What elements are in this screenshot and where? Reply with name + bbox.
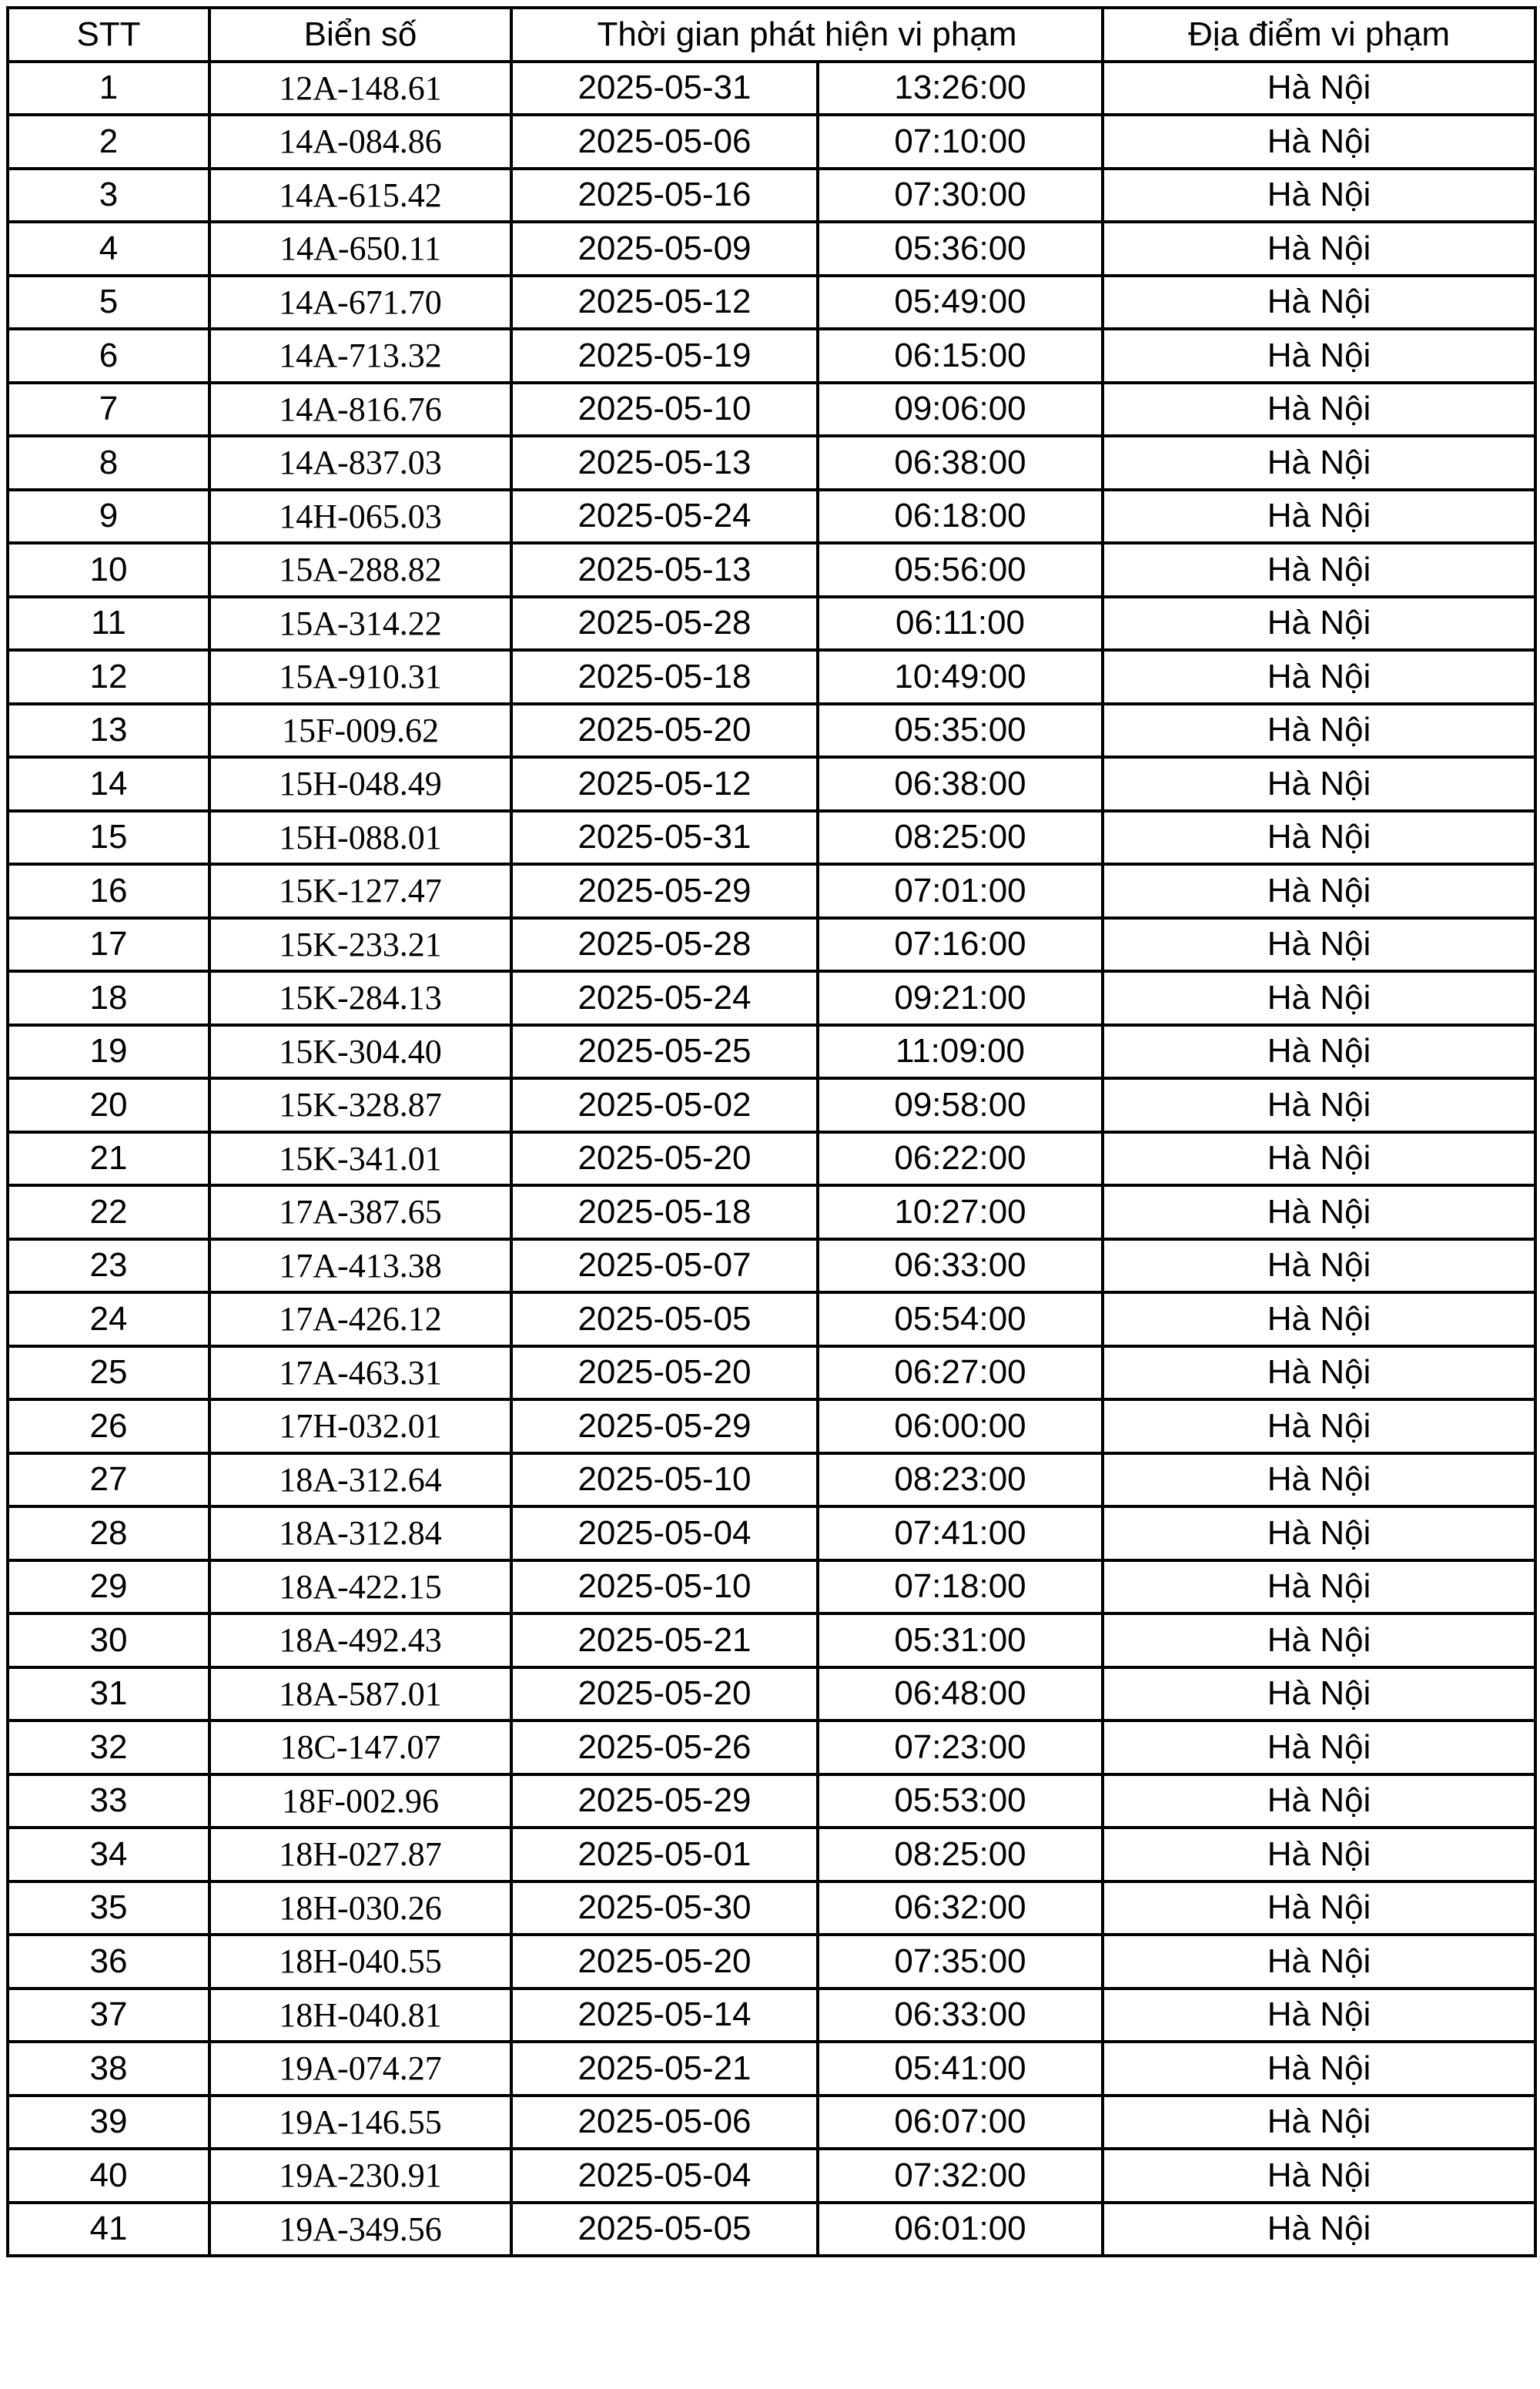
table-row [8, 704, 1535, 758]
cell-location: Hà Nội [1103, 1506, 1535, 1560]
cell-location: Hà Nội [1103, 383, 1535, 437]
cell-stt: 25 [8, 1346, 209, 1400]
cell-stt: 36 [8, 1935, 209, 1989]
cell-location: Hà Nội [1103, 115, 1535, 169]
cell-time: 05:35:00 [818, 704, 1103, 758]
cell-plate: 14A-671.70 [209, 276, 511, 330]
cell-location: Hà Nội [1103, 1399, 1535, 1453]
cell-date: 2025-05-10 [511, 1560, 818, 1614]
cell-time: 05:56:00 [818, 543, 1103, 597]
cell-plate: 15A-314.22 [209, 597, 511, 651]
cell-location: Hà Nội [1103, 704, 1535, 758]
table-row [8, 1613, 1535, 1667]
cell-date: 2025-05-04 [511, 2149, 818, 2203]
cell-plate: 18A-312.84 [209, 1506, 511, 1560]
cell-date: 2025-05-20 [511, 1132, 818, 1186]
table-row [8, 650, 1535, 704]
cell-stt: 7 [8, 383, 209, 437]
cell-time: 07:30:00 [818, 169, 1103, 223]
cell-location: Hà Nội [1103, 597, 1535, 651]
table-row [8, 811, 1535, 865]
cell-date: 2025-05-24 [511, 490, 818, 544]
cell-location: Hà Nội [1103, 1828, 1535, 1881]
cell-date: 2025-05-10 [511, 383, 818, 437]
cell-location: Hà Nội [1103, 2042, 1535, 2096]
cell-plate: 15K-127.47 [209, 864, 511, 918]
cell-date: 2025-05-19 [511, 329, 818, 383]
cell-stt: 21 [8, 1132, 209, 1186]
cell-location: Hà Nội [1103, 1025, 1535, 1079]
table-row [8, 2096, 1535, 2149]
cell-date: 2025-05-12 [511, 276, 818, 330]
table-row [8, 1132, 1535, 1186]
cell-location: Hà Nội [1103, 2149, 1535, 2203]
cell-time: 06:01:00 [818, 2203, 1103, 2257]
cell-stt: 39 [8, 2096, 209, 2149]
cell-time: 07:32:00 [818, 2149, 1103, 2203]
table-row [8, 2203, 1535, 2257]
cell-date: 2025-05-09 [511, 222, 818, 276]
cell-time: 11:09:00 [818, 1025, 1103, 1079]
cell-plate: 18A-587.01 [209, 1667, 511, 1721]
cell-stt: 30 [8, 1613, 209, 1667]
cell-plate: 15A-288.82 [209, 543, 511, 597]
cell-time: 13:26:00 [818, 62, 1103, 116]
cell-stt: 38 [8, 2042, 209, 2096]
cell-time: 08:25:00 [818, 811, 1103, 865]
cell-plate: 18H-040.55 [209, 1935, 511, 1989]
cell-stt: 41 [8, 2203, 209, 2257]
table-row [8, 1506, 1535, 1560]
cell-date: 2025-05-18 [511, 1185, 818, 1239]
cell-time: 06:33:00 [818, 1239, 1103, 1293]
cell-stt: 37 [8, 1989, 209, 2042]
cell-plate: 18A-492.43 [209, 1613, 511, 1667]
cell-plate: 19A-146.55 [209, 2096, 511, 2149]
cell-location: Hà Nội [1103, 222, 1535, 276]
cell-time: 05:41:00 [818, 2042, 1103, 2096]
cell-stt: 8 [8, 436, 209, 490]
cell-time: 05:54:00 [818, 1292, 1103, 1346]
cell-date: 2025-05-28 [511, 918, 818, 972]
cell-time: 06:32:00 [818, 1881, 1103, 1935]
cell-date: 2025-05-31 [511, 811, 818, 865]
cell-time: 07:18:00 [818, 1560, 1103, 1614]
cell-time: 06:33:00 [818, 1989, 1103, 2042]
cell-stt: 5 [8, 276, 209, 330]
cell-stt: 29 [8, 1560, 209, 1614]
cell-location: Hà Nội [1103, 1721, 1535, 1774]
cell-time: 06:11:00 [818, 597, 1103, 651]
cell-stt: 11 [8, 597, 209, 651]
cell-date: 2025-05-20 [511, 704, 818, 758]
cell-stt: 35 [8, 1881, 209, 1935]
cell-time: 07:41:00 [818, 1506, 1103, 1560]
cell-stt: 16 [8, 864, 209, 918]
cell-stt: 19 [8, 1025, 209, 1079]
cell-plate: 17A-426.12 [209, 1292, 511, 1346]
cell-stt: 24 [8, 1292, 209, 1346]
cell-date: 2025-05-25 [511, 1025, 818, 1079]
cell-date: 2025-05-06 [511, 2096, 818, 2149]
cell-date: 2025-05-30 [511, 1881, 818, 1935]
cell-date: 2025-05-31 [511, 62, 818, 116]
cell-stt: 20 [8, 1078, 209, 1132]
cell-location: Hà Nội [1103, 169, 1535, 223]
cell-stt: 28 [8, 1506, 209, 1560]
cell-date: 2025-05-13 [511, 436, 818, 490]
cell-date: 2025-05-06 [511, 115, 818, 169]
cell-plate: 14A-837.03 [209, 436, 511, 490]
table-row [8, 329, 1535, 383]
cell-location: Hà Nội [1103, 490, 1535, 544]
cell-location: Hà Nội [1103, 1132, 1535, 1186]
cell-plate: 18H-040.81 [209, 1989, 511, 2042]
table-row [8, 757, 1535, 811]
cell-stt: 33 [8, 1774, 209, 1828]
cell-date: 2025-05-20 [511, 1667, 818, 1721]
cell-time: 07:10:00 [818, 115, 1103, 169]
cell-date: 2025-05-14 [511, 1989, 818, 2042]
cell-plate: 12A-148.61 [209, 62, 511, 116]
cell-time: 06:18:00 [818, 490, 1103, 544]
cell-date: 2025-05-21 [511, 2042, 818, 2096]
header-stt: STT [8, 8, 209, 62]
table-row [8, 597, 1535, 651]
table-row [8, 1185, 1535, 1239]
table-row [8, 864, 1535, 918]
cell-plate: 14A-650.11 [209, 222, 511, 276]
table-row [8, 1399, 1535, 1453]
cell-location: Hà Nội [1103, 757, 1535, 811]
table-row [8, 222, 1535, 276]
cell-location: Hà Nội [1103, 864, 1535, 918]
table-row [8, 115, 1535, 169]
table-row [8, 1346, 1535, 1400]
violations-table [6, 6, 1537, 2257]
cell-date: 2025-05-29 [511, 1774, 818, 1828]
cell-time: 09:21:00 [818, 971, 1103, 1025]
cell-plate: 17A-387.65 [209, 1185, 511, 1239]
cell-date: 2025-05-02 [511, 1078, 818, 1132]
cell-stt: 4 [8, 222, 209, 276]
cell-time: 09:58:00 [818, 1078, 1103, 1132]
cell-date: 2025-05-18 [511, 650, 818, 704]
cell-date: 2025-05-05 [511, 1292, 818, 1346]
header-detection-time: Thời gian phát hiện vi phạm [511, 8, 1103, 62]
table-row [8, 1025, 1535, 1079]
cell-date: 2025-05-07 [511, 1239, 818, 1293]
cell-date: 2025-05-24 [511, 971, 818, 1025]
cell-stt: 18 [8, 971, 209, 1025]
cell-stt: 12 [8, 650, 209, 704]
cell-stt: 13 [8, 704, 209, 758]
cell-plate: 15H-048.49 [209, 757, 511, 811]
cell-plate: 15H-088.01 [209, 811, 511, 865]
cell-location: Hà Nội [1103, 276, 1535, 330]
table-row [8, 1667, 1535, 1721]
table-row [8, 62, 1535, 116]
cell-date: 2025-05-01 [511, 1828, 818, 1881]
cell-plate: 15F-009.62 [209, 704, 511, 758]
cell-plate: 15A-910.31 [209, 650, 511, 704]
cell-location: Hà Nội [1103, 1667, 1535, 1721]
cell-time: 06:15:00 [818, 329, 1103, 383]
table-row [8, 1453, 1535, 1507]
table-row [8, 1239, 1535, 1293]
cell-date: 2025-05-16 [511, 169, 818, 223]
cell-stt: 40 [8, 2149, 209, 2203]
table-row [8, 1721, 1535, 1774]
table-row [8, 1989, 1535, 2042]
cell-plate: 19A-230.91 [209, 2149, 511, 2203]
cell-plate: 18H-027.87 [209, 1828, 511, 1881]
cell-plate: 15K-341.01 [209, 1132, 511, 1186]
cell-location: Hà Nội [1103, 2096, 1535, 2149]
cell-location: Hà Nội [1103, 1881, 1535, 1935]
table-row [8, 383, 1535, 437]
table-row [8, 1828, 1535, 1881]
cell-stt: 6 [8, 329, 209, 383]
table-row [8, 1881, 1535, 1935]
cell-time: 09:06:00 [818, 383, 1103, 437]
table-row [8, 1292, 1535, 1346]
cell-plate: 14A-816.76 [209, 383, 511, 437]
cell-date: 2025-05-05 [511, 2203, 818, 2257]
cell-plate: 18A-312.64 [209, 1453, 511, 1507]
cell-date: 2025-05-21 [511, 1613, 818, 1667]
cell-location: Hà Nội [1103, 1935, 1535, 1989]
cell-location: Hà Nội [1103, 1185, 1535, 1239]
cell-stt: 14 [8, 757, 209, 811]
cell-stt: 10 [8, 543, 209, 597]
cell-time: 08:23:00 [818, 1453, 1103, 1507]
cell-plate: 17A-413.38 [209, 1239, 511, 1293]
cell-location: Hà Nội [1103, 1239, 1535, 1293]
cell-stt: 17 [8, 918, 209, 972]
table-row [8, 276, 1535, 330]
cell-date: 2025-05-10 [511, 1453, 818, 1507]
table-row [8, 1560, 1535, 1614]
table-row [8, 1774, 1535, 1828]
cell-time: 06:38:00 [818, 757, 1103, 811]
cell-date: 2025-05-20 [511, 1346, 818, 1400]
cell-stt: 2 [8, 115, 209, 169]
table-row [8, 2149, 1535, 2203]
table-body [8, 62, 1535, 2257]
cell-date: 2025-05-29 [511, 864, 818, 918]
cell-stt: 22 [8, 1185, 209, 1239]
cell-stt: 32 [8, 1721, 209, 1774]
table-row [8, 543, 1535, 597]
cell-time: 05:36:00 [818, 222, 1103, 276]
cell-stt: 31 [8, 1667, 209, 1721]
cell-date: 2025-05-28 [511, 597, 818, 651]
cell-location: Hà Nội [1103, 811, 1535, 865]
cell-stt: 34 [8, 1828, 209, 1881]
cell-time: 05:31:00 [818, 1613, 1103, 1667]
cell-plate: 15K-233.21 [209, 918, 511, 972]
cell-location: Hà Nội [1103, 1078, 1535, 1132]
cell-plate: 18F-002.96 [209, 1774, 511, 1828]
cell-time: 07:35:00 [818, 1935, 1103, 1989]
cell-location: Hà Nội [1103, 1560, 1535, 1614]
table-row [8, 1935, 1535, 1989]
table-row [8, 971, 1535, 1025]
cell-date: 2025-05-12 [511, 757, 818, 811]
cell-time: 06:07:00 [818, 2096, 1103, 2149]
cell-stt: 15 [8, 811, 209, 865]
header-plate: Biển số [209, 8, 511, 62]
table-row [8, 169, 1535, 223]
cell-plate: 19A-349.56 [209, 2203, 511, 2257]
cell-location: Hà Nội [1103, 1453, 1535, 1507]
cell-time: 05:53:00 [818, 1774, 1103, 1828]
cell-time: 06:38:00 [818, 436, 1103, 490]
cell-time: 06:00:00 [818, 1399, 1103, 1453]
cell-stt: 3 [8, 169, 209, 223]
cell-time: 08:25:00 [818, 1828, 1103, 1881]
cell-plate: 15K-304.40 [209, 1025, 511, 1079]
cell-plate: 18H-030.26 [209, 1881, 511, 1935]
cell-plate: 17H-032.01 [209, 1399, 511, 1453]
cell-plate: 14A-084.86 [209, 115, 511, 169]
table-row [8, 1078, 1535, 1132]
cell-location: Hà Nội [1103, 1613, 1535, 1667]
cell-location: Hà Nội [1103, 1989, 1535, 2042]
table-row [8, 918, 1535, 972]
cell-stt: 26 [8, 1399, 209, 1453]
cell-time: 07:16:00 [818, 918, 1103, 972]
cell-location: Hà Nội [1103, 971, 1535, 1025]
cell-time: 07:23:00 [818, 1721, 1103, 1774]
cell-date: 2025-05-26 [511, 1721, 818, 1774]
cell-date: 2025-05-29 [511, 1399, 818, 1453]
table-header-row [8, 8, 1535, 62]
cell-location: Hà Nội [1103, 1346, 1535, 1400]
cell-date: 2025-05-20 [511, 1935, 818, 1989]
header-location: Địa điểm vi phạm [1103, 8, 1535, 62]
cell-time: 06:48:00 [818, 1667, 1103, 1721]
cell-location: Hà Nội [1103, 62, 1535, 116]
table-row [8, 2042, 1535, 2096]
cell-plate: 15K-284.13 [209, 971, 511, 1025]
cell-stt: 27 [8, 1453, 209, 1507]
cell-time: 10:27:00 [818, 1185, 1103, 1239]
cell-plate: 14A-615.42 [209, 169, 511, 223]
cell-stt: 1 [8, 62, 209, 116]
cell-time: 07:01:00 [818, 864, 1103, 918]
cell-time: 05:49:00 [818, 276, 1103, 330]
table-row [8, 436, 1535, 490]
cell-location: Hà Nội [1103, 329, 1535, 383]
cell-location: Hà Nội [1103, 1292, 1535, 1346]
cell-stt: 23 [8, 1239, 209, 1293]
cell-location: Hà Nội [1103, 2203, 1535, 2257]
cell-plate: 14H-065.03 [209, 490, 511, 544]
cell-date: 2025-05-04 [511, 1506, 818, 1560]
cell-plate: 17A-463.31 [209, 1346, 511, 1400]
cell-location: Hà Nội [1103, 543, 1535, 597]
cell-date: 2025-05-13 [511, 543, 818, 597]
cell-location: Hà Nội [1103, 436, 1535, 490]
cell-time: 06:27:00 [818, 1346, 1103, 1400]
cell-stt: 9 [8, 490, 209, 544]
table-row [8, 490, 1535, 544]
cell-time: 10:49:00 [818, 650, 1103, 704]
cell-plate: 19A-074.27 [209, 2042, 511, 2096]
cell-plate: 18A-422.15 [209, 1560, 511, 1614]
cell-plate: 15K-328.87 [209, 1078, 511, 1132]
cell-location: Hà Nội [1103, 918, 1535, 972]
cell-location: Hà Nội [1103, 1774, 1535, 1828]
cell-location: Hà Nội [1103, 650, 1535, 704]
cell-plate: 18C-147.07 [209, 1721, 511, 1774]
cell-plate: 14A-713.32 [209, 329, 511, 383]
cell-time: 06:22:00 [818, 1132, 1103, 1186]
